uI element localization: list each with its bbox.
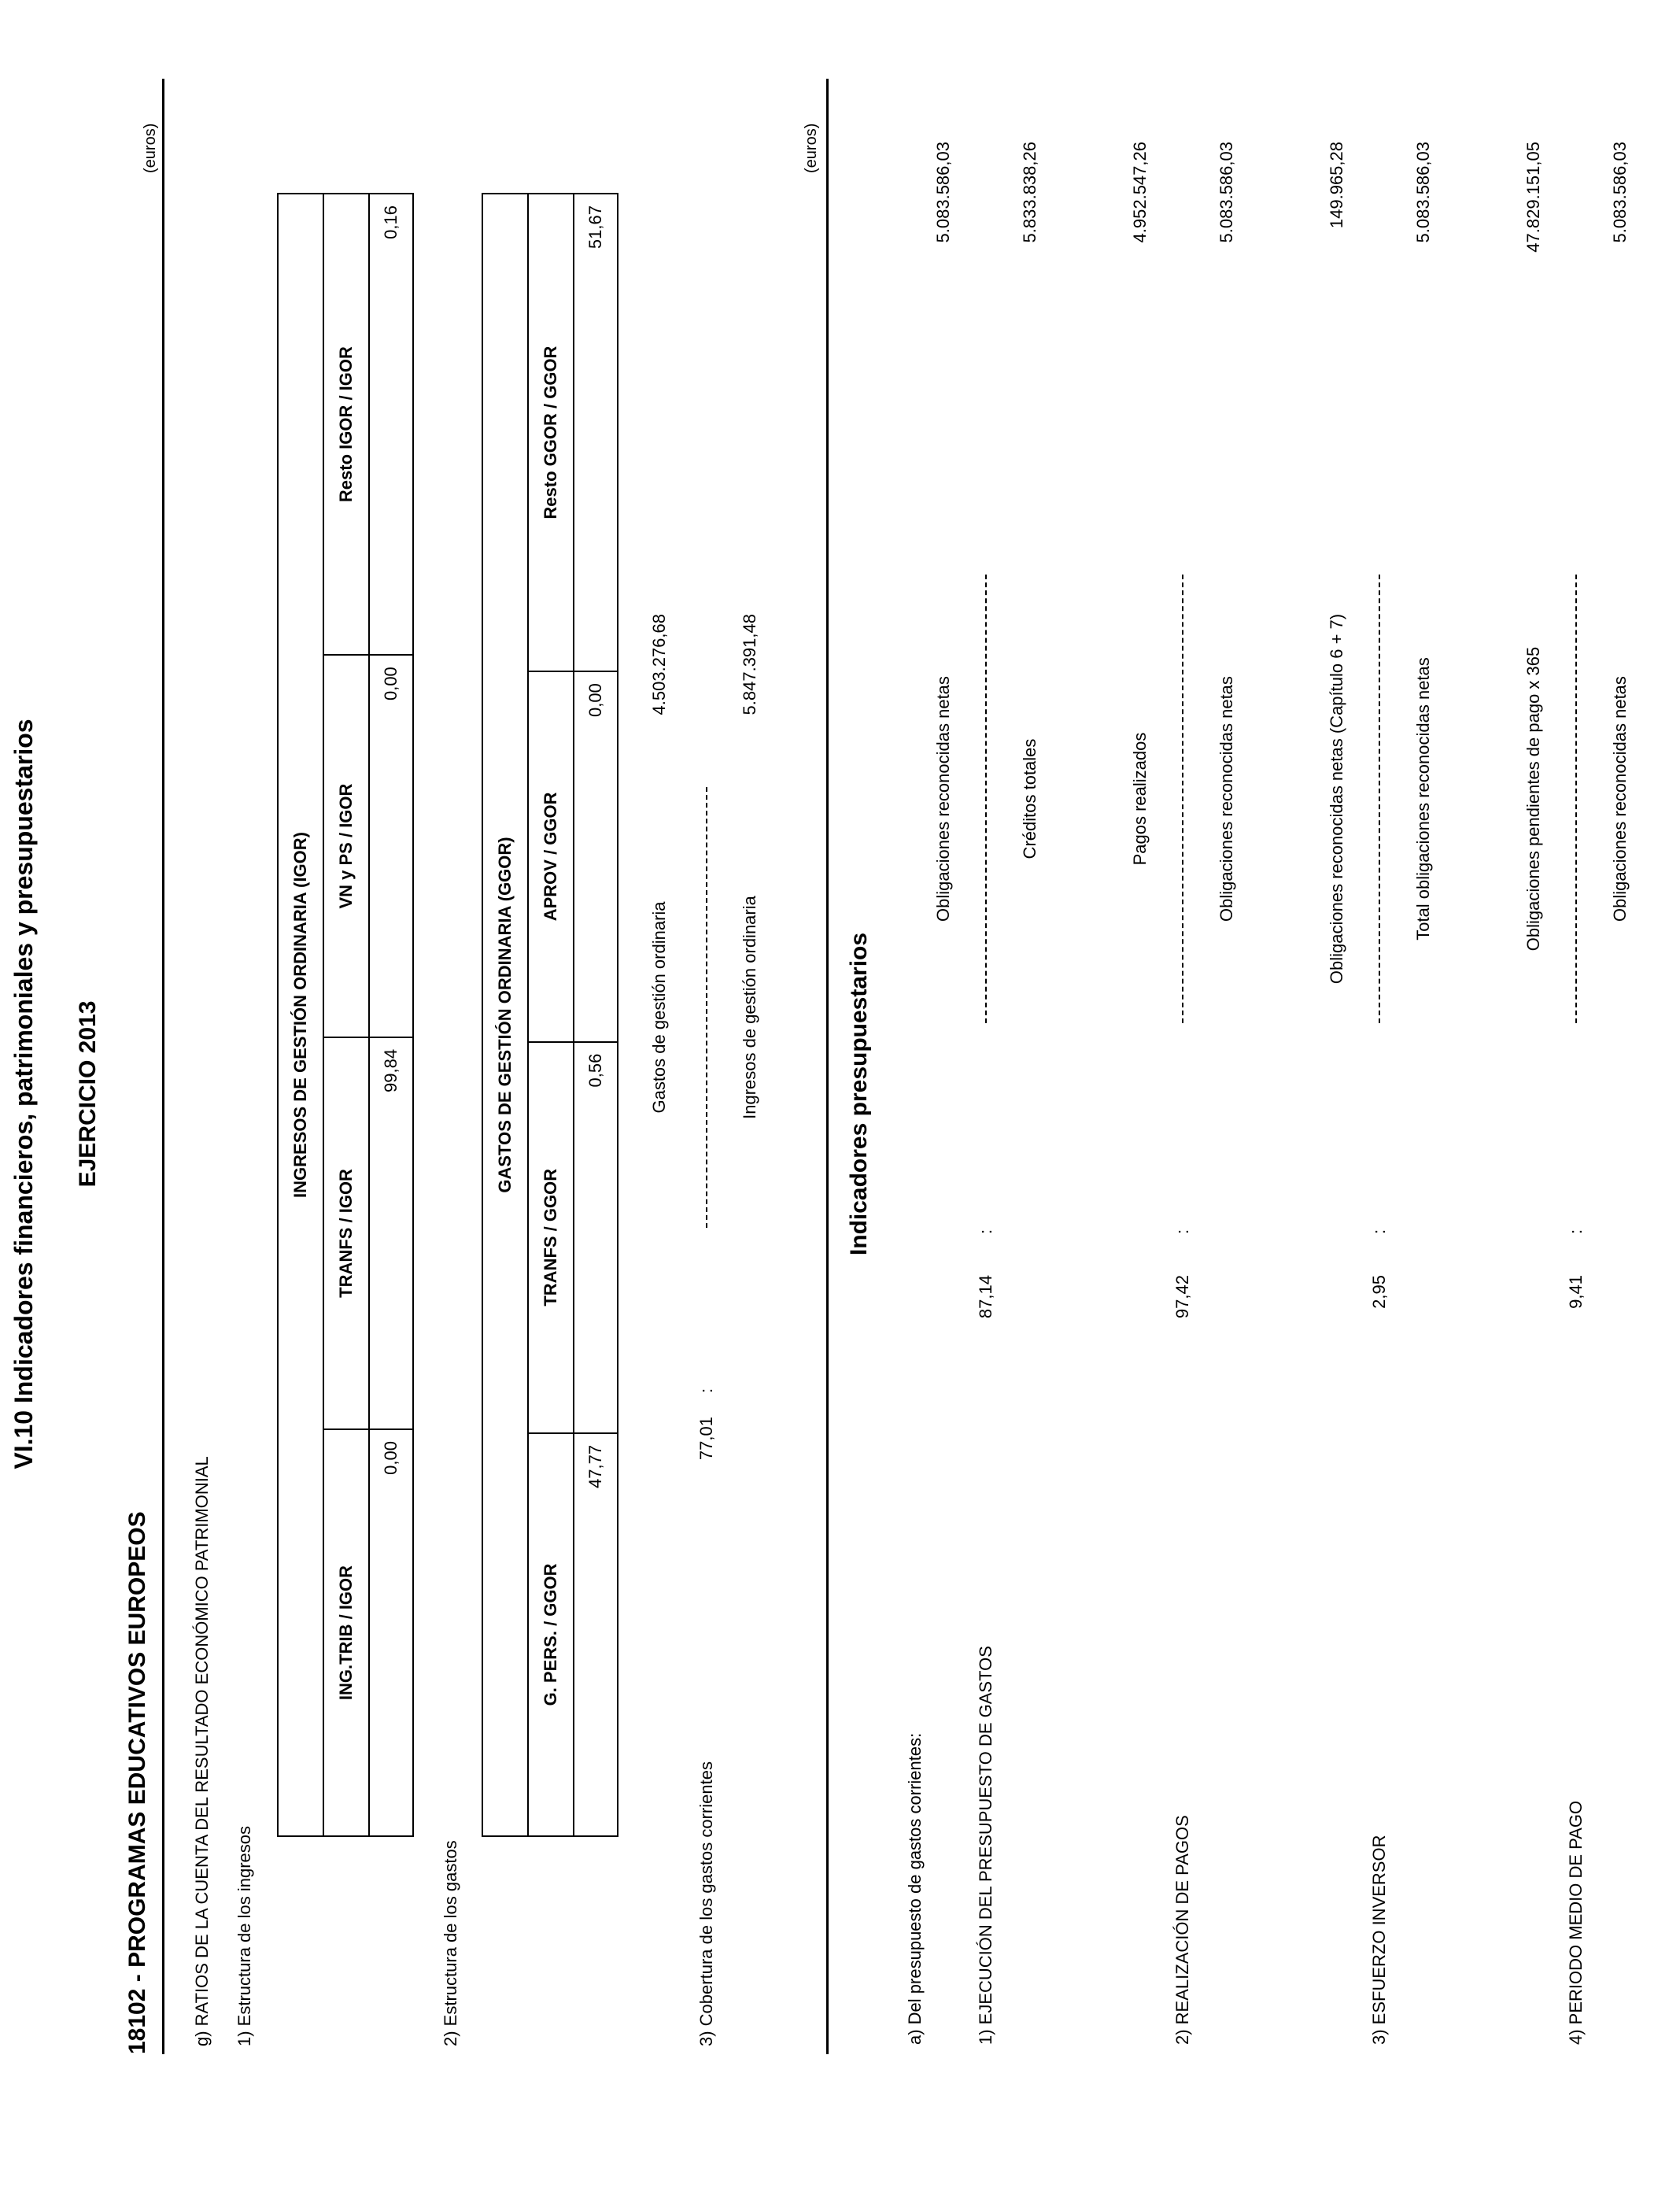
indicator-label: 3) ESFUERZO INVERSOR — [1369, 1835, 1389, 2045]
coverage-label: 3) Cobertura de los gastos corrientes — [696, 1761, 716, 2046]
indicator-denominator-value: 5.083.586,03 — [1217, 142, 1236, 243]
col-g-pers: G. PERS. / GGOR — [528, 1433, 574, 1836]
budget-rule — [826, 79, 829, 2054]
indicator-fraction-line — [1575, 575, 1577, 1023]
indicator-fraction-line — [1182, 575, 1183, 1023]
indicator-denominator-label: Obligaciones reconocidas netas — [1610, 676, 1630, 922]
indicator-ratio: 9,41 — [1566, 1275, 1586, 1309]
indicator-sep: : — [1172, 1229, 1192, 1234]
coverage-fraction-line — [706, 787, 707, 1228]
col-aprov-ggor: APROV / GGOR — [528, 671, 574, 1042]
expense-structure-table — [482, 193, 618, 1837]
indicator-numerator-label: Obligaciones reconocidas netas (Capítulo 6 + 7) — [1327, 613, 1346, 985]
coverage-sep: : — [696, 1388, 716, 1393]
indicator-denominator-value: 5.083.586,03 — [1413, 142, 1433, 243]
val-tranfs-igor: 99,84 — [369, 1037, 413, 1429]
col-resto-ggor: Resto GGOR / GGOR — [528, 194, 574, 671]
expense-structure-label: 2) Estructura de los gastos — [441, 1840, 460, 2046]
col-resto-igor: Resto IGOR / IGOR — [323, 194, 369, 655]
currency-note-1: (euros) — [142, 123, 159, 173]
indicator-sep: : — [976, 1229, 995, 1234]
col-vn-ps-igor: VN y PS / IGOR — [323, 655, 369, 1037]
val-ing-trib: 0,00 — [369, 1429, 413, 1836]
indicator-denominator-label: Créditos totales — [1020, 738, 1039, 859]
patrimonial-section-title: g) RATIOS DE LA CUENTA DEL RESULTADO ECONÓMICO PATRIMONIAL — [192, 1456, 212, 2046]
indicator-numerator-value: 47.829.151,05 — [1523, 142, 1543, 253]
indicator-numerator-label: Obligaciones pendientes de pago x 365 — [1523, 646, 1543, 952]
currency-note-2: (euros) — [803, 123, 820, 173]
indicator-numerator-label: Obligaciones reconocidas netas — [933, 676, 953, 922]
coverage-numerator-label: Gastos de gestión ordinaria — [649, 901, 669, 1114]
indicator-ratio: 2,95 — [1369, 1275, 1389, 1309]
val-aprov-ggor: 0,00 — [574, 671, 618, 1042]
coverage-denominator-value: 5.847.391,48 — [740, 614, 759, 715]
coverage-numerator-value: 4.503.276,68 — [649, 614, 669, 715]
indicator-fraction-line — [985, 575, 987, 1023]
indicator-fraction-line — [1379, 575, 1380, 1023]
val-tranfs-ggor: 0,56 — [574, 1042, 618, 1433]
indicator-sep: : — [1566, 1229, 1586, 1234]
coverage-ratio: 77,01 — [696, 1417, 716, 1461]
exercise-title: EJERCICIO 2013 — [75, 1000, 101, 1188]
indicator-denominator-label: Obligaciones reconocidas netas — [1217, 676, 1236, 922]
program-title: 18102 - PROGRAMAS EDUCATIVOS EUROPEOS — [124, 1511, 150, 2054]
indicator-numerator-value: 4.952.547,26 — [1130, 142, 1150, 243]
income-structure-table — [277, 193, 414, 1837]
indicator-denominator-label: Total obligaciones reconocidas netas — [1413, 657, 1433, 941]
indicator-numerator-value: 5.083.586,03 — [933, 142, 953, 243]
indicator-numerator-label: Pagos realizados — [1130, 732, 1150, 866]
indicator-label: 4) PERIODO MEDIO DE PAGO — [1566, 1800, 1586, 2045]
budget-subsection-label: a) Del presupuesto de gastos corrientes: — [905, 1732, 925, 2045]
val-resto-ggor: 51,67 — [574, 194, 618, 671]
indicator-ratio: 97,42 — [1172, 1275, 1192, 1319]
header-rule — [162, 79, 164, 2054]
budget-section-title: Indicadores presupuestarios — [846, 932, 872, 1256]
coverage-denominator-label: Ingresos de gestión ordinaria — [740, 896, 759, 1119]
indicator-denominator-value: 5.833.838,26 — [1020, 142, 1039, 243]
indicator-numerator-value: 149.965,28 — [1327, 142, 1346, 229]
indicator-denominator-value: 5.083.586,03 — [1610, 142, 1630, 243]
val-g-pers: 47,77 — [574, 1433, 618, 1836]
col-tranfs-igor: TRANFS / IGOR — [323, 1037, 369, 1429]
indicator-sep: : — [1369, 1229, 1389, 1234]
expense-group-header: GASTOS DE GESTIÓN ORDINARIA (GGOR) — [482, 194, 528, 1836]
indicator-ratio: 87,14 — [976, 1275, 995, 1319]
col-ing-trib: ING.TRIB / IGOR — [323, 1429, 369, 1836]
income-structure-label: 1) Estructura de los ingresos — [234, 1825, 254, 2046]
indicator-label: 1) EJECUCIÓN DEL PRESUPUESTO DE GASTOS — [976, 1646, 995, 2045]
income-group-header: INGRESOS DE GESTIÓN ORDINARIA (IGOR) — [278, 194, 323, 1836]
col-tranfs-ggor: TRANFS / GGOR — [528, 1042, 574, 1433]
indicator-label: 2) REALIZACIÓN DE PAGOS — [1172, 1815, 1192, 2045]
val-vn-ps-igor: 0,00 — [369, 655, 413, 1037]
report-title: VI.10 Indicadores financieros, patrimoniales y presupuestarios — [9, 719, 38, 1469]
val-resto-igor: 0,16 — [369, 194, 413, 655]
